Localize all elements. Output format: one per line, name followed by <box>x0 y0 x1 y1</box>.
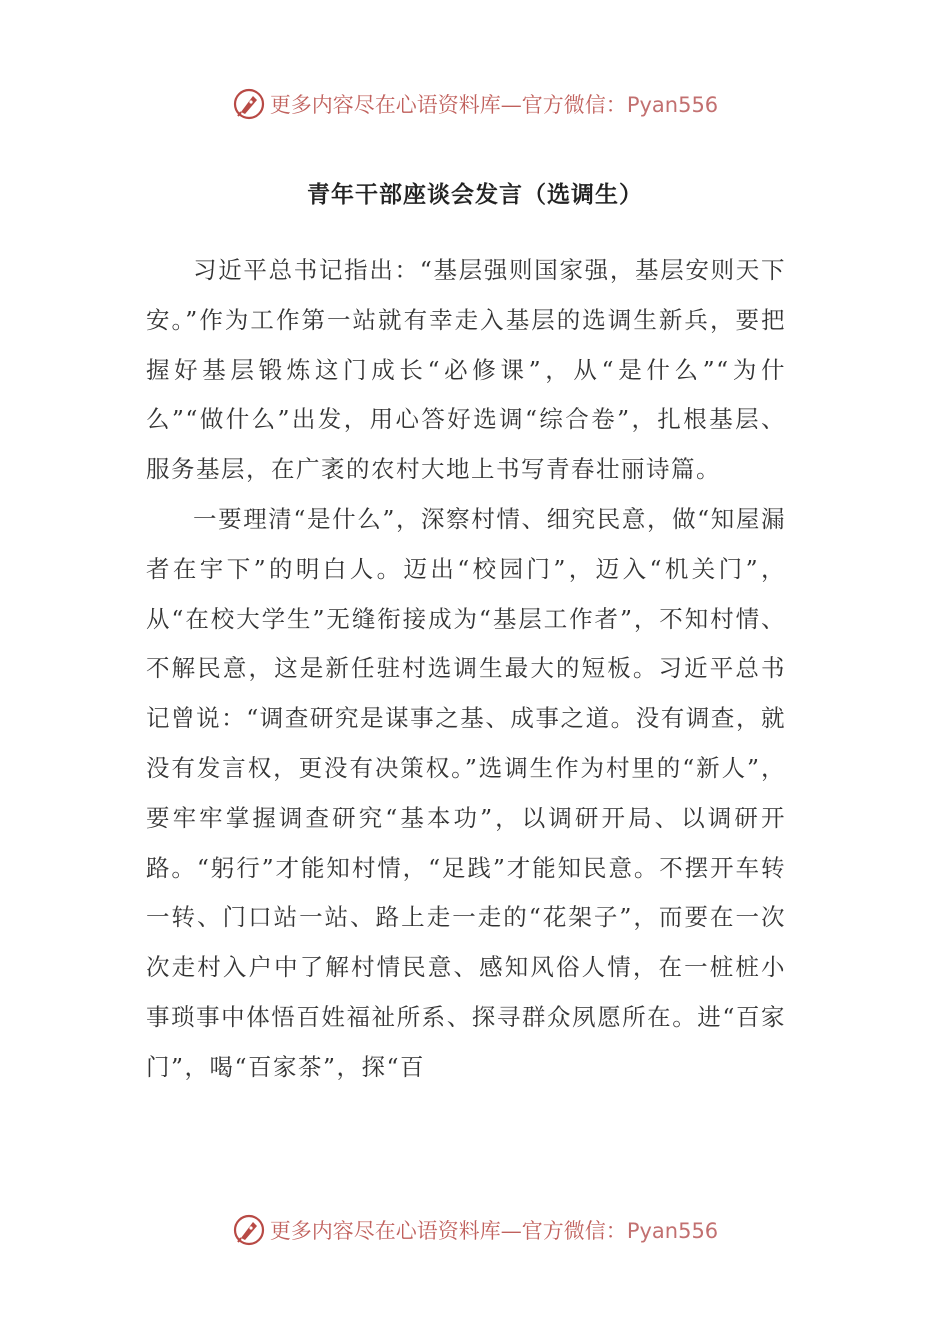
paragraph: 一要理清“是什么”，深察村情、细究民意，做“知屋漏者在宇下”的明白人。迈出“校园门”，迈入“机关门”，从“在校大学生”无缝衔接成为“基层工作者”，不知村情、不解民意，这是新任驻村选调生最大的短板。习近平总书记曾说：“调查研究是谋事之基、成事之道。没有调查，就没有发言权，更没有决策权。”选调生作为村里的“新人”，要牢牢掌握调查研究“基本功”，以调研开局、以调研开路。“躬行”才能知村情，“足践”才能知民意。不摆开车转一转、门口站一站、路上走一走的“花架子”，而要在一次次走村入户中了解村情民意、感知风俗人情，在一桩桩小事琐事中体悟百姓福祉所系、探寻群众夙愿所在。进“百家门”，喝“百家茶”，探“百 <box>146 504 786 1081</box>
banner-text: 更多内容尽在心语资料库—官方微信：Pyan556 <box>269 93 719 117</box>
header-banner <box>0 84 950 124</box>
banner-text: 更多内容尽在心语资料库—官方微信：Pyan556 <box>269 1219 719 1243</box>
footer-banner <box>0 1210 950 1250</box>
pen-nib-logo-icon <box>232 1213 266 1247</box>
document-title: 青年干部座谈会发言（选调生） <box>307 182 643 208</box>
wechat-id: Pyan556 <box>626 93 719 117</box>
document-body <box>146 246 786 1093</box>
pen-nib-logo-icon <box>232 87 266 121</box>
paragraph: 习近平总书记指出：“基层强则国家强，基层安则天下安。”作为工作第一站就有幸走入基层的选调生新兵，要把握好基层锻炼这门成长“必修课”，从“是什么”“为什么”“做什么”出发，用心答好选调“综合卷”，扎根基层、服务基层，在广袤的农村大地上书写青春壮丽诗篇。 <box>146 256 786 484</box>
wechat-id: Pyan556 <box>626 1219 719 1243</box>
